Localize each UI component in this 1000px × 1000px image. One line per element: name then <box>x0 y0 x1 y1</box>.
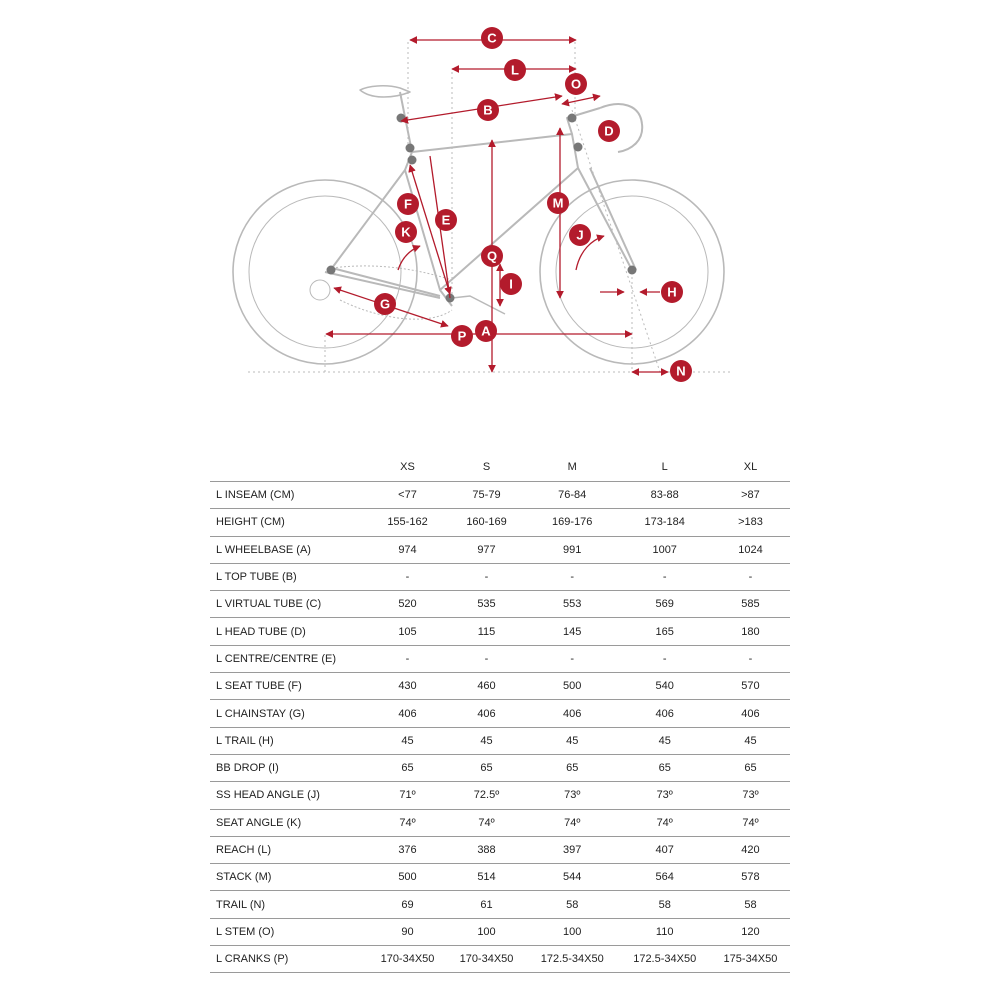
row-value: 45 <box>368 727 447 754</box>
row-label: BB DROP (I) <box>210 754 368 781</box>
badge-i <box>500 273 522 295</box>
row-value: 406 <box>526 700 618 727</box>
badge-h <box>661 281 683 303</box>
table-row <box>210 645 790 672</box>
row-label: L CHAINSTAY (G) <box>210 700 368 727</box>
row-value: 45 <box>618 727 710 754</box>
frame-key-points <box>327 114 637 303</box>
row-value: 520 <box>368 591 447 618</box>
row-value: 165 <box>618 618 710 645</box>
badge-m <box>547 192 569 214</box>
row-value: 170-34X50 <box>447 946 526 973</box>
row-value: <77 <box>368 482 447 509</box>
row-value: 1007 <box>618 536 710 563</box>
table-row <box>210 809 790 836</box>
row-value: 76-84 <box>526 482 618 509</box>
row-value: 73º <box>618 782 710 809</box>
header-label-cell <box>210 453 368 482</box>
table-row <box>210 864 790 891</box>
row-value: 115 <box>447 618 526 645</box>
svg-text:Q: Q <box>486 248 498 264</box>
row-value: 406 <box>711 700 790 727</box>
row-value: 105 <box>368 618 447 645</box>
row-label: HEIGHT (CM) <box>210 509 368 536</box>
row-value: 407 <box>618 836 710 863</box>
header-size-xl: XL <box>743 461 758 473</box>
row-value: 544 <box>526 864 618 891</box>
row-label: L SEAT TUBE (F) <box>210 673 368 700</box>
row-value: 406 <box>618 700 710 727</box>
row-label: L TRAIL (H) <box>210 727 368 754</box>
row-value: 420 <box>711 836 790 863</box>
row-value: - <box>447 563 526 590</box>
row-label: STACK (M) <box>210 864 368 891</box>
header-size-l: L <box>661 461 668 473</box>
badge-j <box>569 224 591 246</box>
row-value: 406 <box>368 700 447 727</box>
row-value: 180 <box>711 618 790 645</box>
row-value: 58 <box>711 891 790 918</box>
row-value: 535 <box>447 591 526 618</box>
row-label: L HEAD TUBE (D) <box>210 618 368 645</box>
row-value: 110 <box>618 918 710 945</box>
row-value: 514 <box>447 864 526 891</box>
row-value: 65 <box>618 754 710 781</box>
badge-p <box>451 325 473 347</box>
row-value: 564 <box>618 864 710 891</box>
row-value: 500 <box>368 864 447 891</box>
row-value: - <box>526 645 618 672</box>
row-label: L INSEAM (CM) <box>210 482 368 509</box>
table-row <box>210 591 790 618</box>
header-size-s: S <box>482 461 491 473</box>
row-value: 83-88 <box>618 482 710 509</box>
row-label: L TOP TUBE (B) <box>210 563 368 590</box>
table-row <box>210 727 790 754</box>
badge-l <box>504 59 526 81</box>
geometry-table <box>210 453 790 973</box>
row-value: 175-34X50 <box>711 946 790 973</box>
bike-frame <box>310 86 642 319</box>
row-value: 73º <box>711 782 790 809</box>
row-value: 74º <box>618 809 710 836</box>
row-value: 155-162 <box>368 509 447 536</box>
svg-text:D: D <box>604 123 614 139</box>
row-value: 74º <box>368 809 447 836</box>
badge-f <box>397 193 419 215</box>
row-value: 45 <box>447 727 526 754</box>
row-value: 100 <box>526 918 618 945</box>
badge-g <box>374 293 396 315</box>
svg-text:E: E <box>441 212 451 228</box>
row-value: 569 <box>618 591 710 618</box>
row-value: - <box>618 563 710 590</box>
row-value: 170-34X50 <box>368 946 447 973</box>
svg-text:G: G <box>379 296 391 312</box>
row-value: 90 <box>368 918 447 945</box>
row-value: 585 <box>711 591 790 618</box>
row-label: L WHEELBASE (A) <box>210 536 368 563</box>
row-value: 172.5-34X50 <box>618 946 710 973</box>
svg-text:H: H <box>667 284 677 300</box>
row-value: 74º <box>526 809 618 836</box>
row-value: 388 <box>447 836 526 863</box>
header-size-xs: XS <box>400 461 415 473</box>
row-value: 376 <box>368 836 447 863</box>
row-value: 45 <box>526 727 618 754</box>
svg-text:A: A <box>481 323 491 339</box>
svg-text:O: O <box>570 76 582 92</box>
row-value: 570 <box>711 673 790 700</box>
svg-text:J: J <box>576 227 584 243</box>
row-value: 74º <box>447 809 526 836</box>
badge-d <box>598 120 620 142</box>
row-value: 500 <box>526 673 618 700</box>
geometry-table-body <box>210 482 790 973</box>
svg-text:N: N <box>676 363 686 379</box>
badge-n <box>670 360 692 382</box>
row-value: - <box>618 645 710 672</box>
row-value: 120 <box>711 918 790 945</box>
row-label: REACH (L) <box>210 836 368 863</box>
row-label: TRAIL (N) <box>210 891 368 918</box>
svg-text:C: C <box>487 30 497 46</box>
table-row <box>210 563 790 590</box>
row-value: >183 <box>711 509 790 536</box>
row-value: 65 <box>368 754 447 781</box>
bike-geometry-diagram <box>0 0 1000 440</box>
row-value: 72.5º <box>447 782 526 809</box>
row-label: SS HEAD ANGLE (J) <box>210 782 368 809</box>
svg-text:L: L <box>511 62 519 78</box>
row-value: 160-169 <box>447 509 526 536</box>
svg-text:P: P <box>457 328 467 344</box>
svg-text:M: M <box>552 195 564 211</box>
row-value: 65 <box>447 754 526 781</box>
row-label: L VIRTUAL TUBE (C) <box>210 591 368 618</box>
row-value: 578 <box>711 864 790 891</box>
row-value: 65 <box>526 754 618 781</box>
table-row <box>210 618 790 645</box>
table-row <box>210 509 790 536</box>
badge-q <box>481 245 503 267</box>
badge-a <box>475 320 497 342</box>
badge-b <box>477 99 499 121</box>
row-value: - <box>368 563 447 590</box>
row-value: 172.5-34X50 <box>526 946 618 973</box>
row-value: 991 <box>526 536 618 563</box>
table-row <box>210 946 790 973</box>
row-value: 58 <box>618 891 710 918</box>
row-value: 169-176 <box>526 509 618 536</box>
row-value: 173-184 <box>618 509 710 536</box>
row-value: - <box>711 645 790 672</box>
svg-text:F: F <box>404 196 412 212</box>
row-value: 397 <box>526 836 618 863</box>
row-value: 406 <box>447 700 526 727</box>
row-value: - <box>368 645 447 672</box>
svg-text:I: I <box>509 276 513 292</box>
row-value: 65 <box>711 754 790 781</box>
table-row <box>210 782 790 809</box>
row-value: - <box>711 563 790 590</box>
table-row <box>210 891 790 918</box>
row-value: 460 <box>447 673 526 700</box>
row-value: 100 <box>447 918 526 945</box>
badge-o <box>565 73 587 95</box>
header-size-m: M <box>567 461 577 473</box>
row-value: - <box>447 645 526 672</box>
row-value: 977 <box>447 536 526 563</box>
badge-e <box>435 209 457 231</box>
row-value: 974 <box>368 536 447 563</box>
table-row <box>210 482 790 509</box>
row-value: 430 <box>368 673 447 700</box>
badge-k <box>395 221 417 243</box>
row-value: 74º <box>711 809 790 836</box>
row-value: 69 <box>368 891 447 918</box>
row-value: 75-79 <box>447 482 526 509</box>
row-value: - <box>526 563 618 590</box>
table-row <box>210 700 790 727</box>
row-label: L CRANKS (P) <box>210 946 368 973</box>
row-value: 540 <box>618 673 710 700</box>
row-label: L CENTRE/CENTRE (E) <box>210 645 368 672</box>
table-header-row <box>210 453 790 482</box>
table-row <box>210 836 790 863</box>
row-value: 1024 <box>711 536 790 563</box>
table-row <box>210 918 790 945</box>
row-value: 45 <box>711 727 790 754</box>
row-value: 71º <box>368 782 447 809</box>
svg-text:B: B <box>483 102 493 118</box>
row-label: L STEM (O) <box>210 918 368 945</box>
table-row <box>210 673 790 700</box>
row-value: 73º <box>526 782 618 809</box>
table-row <box>210 754 790 781</box>
table-row <box>210 536 790 563</box>
row-value: 58 <box>526 891 618 918</box>
row-value: >87 <box>711 482 790 509</box>
row-value: 145 <box>526 618 618 645</box>
svg-text:K: K <box>401 224 411 240</box>
row-label: SEAT ANGLE (K) <box>210 809 368 836</box>
badge-c <box>481 27 503 49</box>
row-value: 61 <box>447 891 526 918</box>
row-value: 553 <box>526 591 618 618</box>
